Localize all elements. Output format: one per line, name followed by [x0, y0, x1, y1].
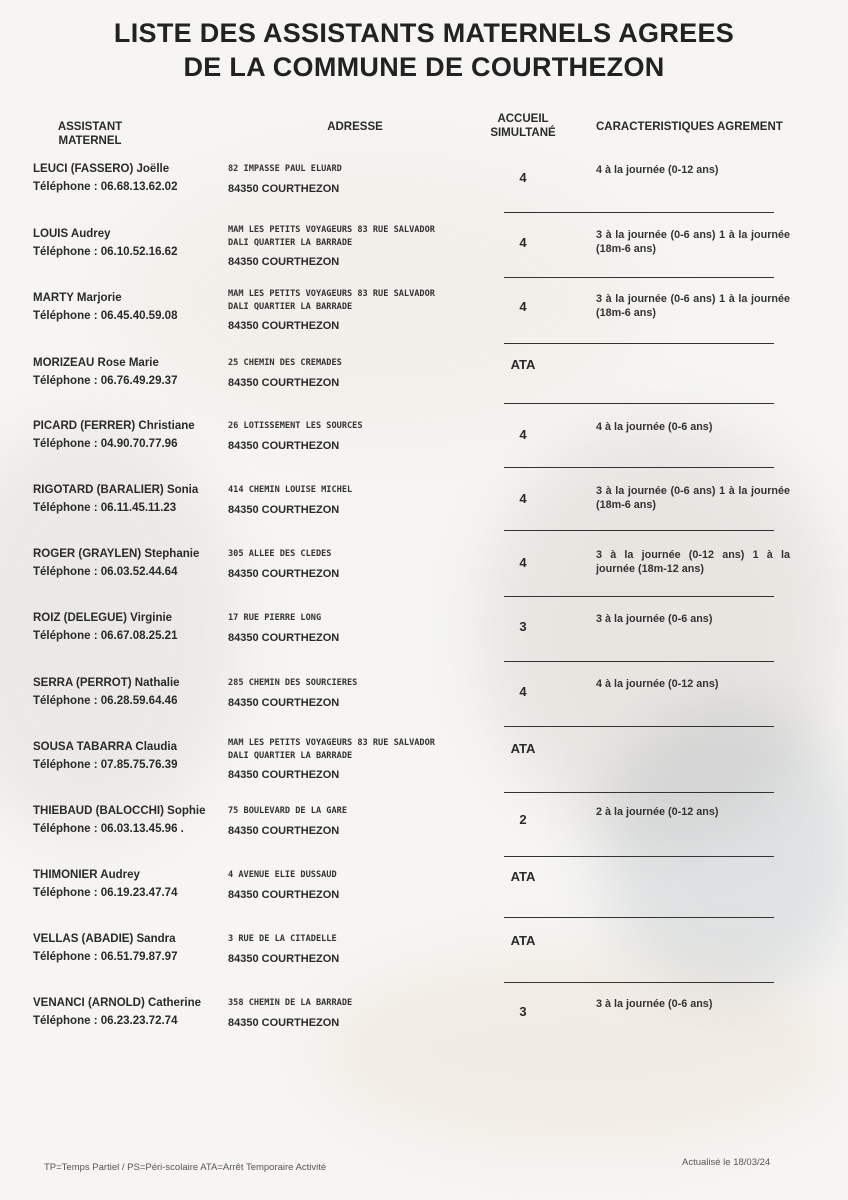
address-street: 26 LOTISSEMENT LES SOURCES: [228, 421, 363, 431]
header-caracteristiques: CARACTERISTIQUES AGREMENT: [596, 121, 783, 133]
row-separator: [504, 661, 774, 662]
address-city: 84350 COURTHEZON: [228, 256, 340, 268]
accueil-simultane: 4: [519, 235, 527, 250]
assistant-phone: Téléphone : 04.90.70.77.96: [33, 438, 178, 450]
assistant-name: MORIZEAU Rose Marie: [33, 357, 159, 369]
address-city: 84350 COURTHEZON: [228, 568, 340, 580]
row-separator: [504, 212, 774, 213]
assistant-phone: Téléphone : 06.51.79.87.97: [33, 951, 178, 963]
title-line-1: LISTE DES ASSISTANTS MATERNELS AGREES: [113, 18, 735, 48]
caracteristiques-agrement: 3 à la journée (0-6 ans): [596, 613, 713, 625]
assistant-phone: Téléphone : 06.19.23.47.74: [33, 887, 178, 899]
address-street: 358 CHEMIN DE LA BARRADE: [228, 998, 353, 1008]
assistant-phone: Téléphone : 06.28.59.64.46: [33, 695, 178, 707]
address-street: 25 CHEMIN DES CREMADES: [228, 358, 342, 368]
address-street: 305 ALLEE DES CLEDES: [228, 549, 332, 559]
caracteristiques-agrement: 3 à la journée (0-6 ans) 1 à la journée (18m-6 ans): [596, 229, 790, 255]
footer-update-date: Actualisé le 18/03/24: [682, 1157, 771, 1168]
assistant-phone: Téléphone : 06.11.45.11.23: [33, 502, 177, 514]
row-separator: [504, 403, 774, 404]
address-street: MAM LES PETITS VOYAGEURS 83 RUE SALVADOR DALI QUARTIER LA BARRADE: [228, 225, 435, 248]
accueil-simultane: 4: [519, 555, 527, 570]
row-separator: [504, 596, 774, 597]
footer-legend: TP=Temps Partiel / PS=Péri-scolaire ATA=Arrêt Temporaire Activité: [44, 1162, 327, 1173]
assistant-name: ROGER (GRAYLEN) Stephanie: [33, 548, 200, 560]
assistant-name: SERRA (PERROT) Nathalie: [33, 677, 180, 689]
header-accueil: ACCUEIL SIMULTANÉ: [490, 113, 556, 139]
row-separator: [504, 277, 774, 278]
assistant-name: RIGOTARD (BARALIER) Sonia: [33, 484, 199, 496]
address-city: 84350 COURTHEZON: [228, 440, 340, 452]
address-street: 82 IMPASSE PAUL ELUARD: [228, 164, 342, 174]
address-street: 75 BOULEVARD DE LA GARE: [228, 806, 347, 816]
assistant-phone: Téléphone : 06.23.23.72.74: [33, 1015, 178, 1027]
assistant-phone: Téléphone : 06.03.13.45.96 .: [33, 823, 184, 835]
caracteristiques-agrement: 4 à la journée (0-12 ans): [596, 678, 719, 690]
row-separator: [504, 530, 774, 531]
row-separator: [504, 856, 774, 857]
accueil-simultane: ATA: [510, 933, 536, 948]
assistant-phone: Téléphone : 06.68.13.62.02: [33, 181, 178, 193]
assistant-phone: Téléphone : 06.76.49.29.37: [33, 375, 178, 387]
address-street: MAM LES PETITS VOYAGEURS 83 RUE SALVADOR DALI QUARTIER LA BARRADE: [228, 289, 435, 312]
assistant-phone: Téléphone : 06.10.52.16.62: [33, 246, 178, 258]
caracteristiques-agrement: 3 à la journée (0-6 ans) 1 à la journée (18m-6 ans): [596, 485, 790, 511]
address-street: 3 RUE DE LA CITADELLE: [228, 934, 337, 944]
address-city: 84350 COURTHEZON: [228, 504, 340, 516]
accueil-simultane: 4: [519, 170, 527, 185]
row-separator: [504, 982, 774, 983]
caracteristiques-agrement: 3 à la journée (0-6 ans): [596, 998, 713, 1010]
address-street: 414 CHEMIN LOUISE MICHEL: [228, 485, 353, 495]
assistant-name: ROIZ (DELEGUE) Virginie: [33, 612, 173, 624]
caracteristiques-agrement: 3 à la journée (0-12 ans) 1 à la journée (18m-12 ans): [596, 549, 790, 575]
accueil-simultane: 2: [519, 812, 527, 827]
address-city: 84350 COURTHEZON: [228, 889, 340, 901]
assistant-name: VENANCI (ARNOLD) Catherine: [33, 997, 202, 1009]
accueil-simultane: 4: [519, 684, 527, 699]
page-title: [0, 16, 848, 84]
assistant-phone: Téléphone : 06.45.40.59.08: [33, 310, 178, 322]
caracteristiques-agrement: 4 à la journée (0-12 ans): [596, 164, 719, 176]
caracteristiques-agrement: 4 à la journée (0-6 ans): [596, 421, 713, 433]
caracteristiques-agrement: 2 à la journée (0-12 ans): [596, 806, 719, 818]
assistant-phone: Téléphone : 06.03.52.44.64: [33, 566, 178, 578]
assistant-phone: Téléphone : 06.67.08.25.21: [33, 630, 178, 642]
accueil-simultane: 3: [519, 1004, 527, 1019]
address-street: MAM LES PETITS VOYAGEURS 83 RUE SALVADOR DALI QUARTIER LA BARRADE: [228, 738, 435, 761]
accueil-simultane: 4: [519, 299, 527, 314]
address-street: 4 AVENUE ELIE DUSSAUD: [228, 870, 337, 880]
assistant-name: THIMONIER Audrey: [33, 869, 140, 881]
caracteristiques-agrement: 3 à la journée (0-6 ans) 1 à la journée (18m-6 ans): [596, 293, 790, 319]
assistant-name: PICARD (FERRER) Christiane: [33, 420, 195, 432]
address-city: 84350 COURTHEZON: [228, 769, 340, 781]
assistant-name: LEUCI (FASSERO) Joëlle: [33, 163, 170, 175]
row-separator: [504, 792, 774, 793]
header-assistant: ASSISTANT MATERNEL: [57, 121, 123, 147]
row-separator: [504, 343, 774, 344]
accueil-simultane: 4: [519, 491, 527, 506]
address-city: 84350 COURTHEZON: [228, 697, 340, 709]
address-city: 84350 COURTHEZON: [228, 632, 340, 644]
accueil-simultane: 3: [519, 619, 527, 634]
address-street: 285 CHEMIN DES SOURCIERES: [228, 678, 358, 688]
address-city: 84350 COURTHEZON: [228, 825, 340, 837]
row-separator: [504, 917, 774, 918]
accueil-simultane: ATA: [510, 741, 536, 756]
address-street: 17 RUE PIERRE LONG: [228, 613, 322, 623]
address-city: 84350 COURTHEZON: [228, 320, 340, 332]
accueil-simultane: 4: [519, 427, 527, 442]
assistant-name: VELLAS (ABADIE) Sandra: [33, 933, 176, 945]
address-city: 84350 COURTHEZON: [228, 953, 340, 965]
address-city: 84350 COURTHEZON: [228, 183, 340, 195]
assistant-name: THIEBAUD (BALOCCHI) Sophie: [33, 805, 206, 817]
assistant-phone: Téléphone : 07.85.75.76.39: [33, 759, 178, 771]
accueil-simultane: ATA: [510, 869, 536, 884]
row-separator: [504, 726, 774, 727]
assistant-name: MARTY Marjorie: [33, 292, 122, 304]
row-separator: [504, 467, 774, 468]
address-city: 84350 COURTHEZON: [228, 377, 340, 389]
accueil-simultane: ATA: [510, 357, 536, 372]
assistant-name: SOUSA TABARRA Claudia: [33, 741, 177, 753]
assistant-name: LOUIS Audrey: [33, 228, 111, 240]
title-line-2: DE LA COMMUNE DE COURTHEZON: [183, 52, 665, 82]
address-city: 84350 COURTHEZON: [228, 1017, 340, 1029]
header-adresse: ADRESSE: [327, 121, 383, 133]
